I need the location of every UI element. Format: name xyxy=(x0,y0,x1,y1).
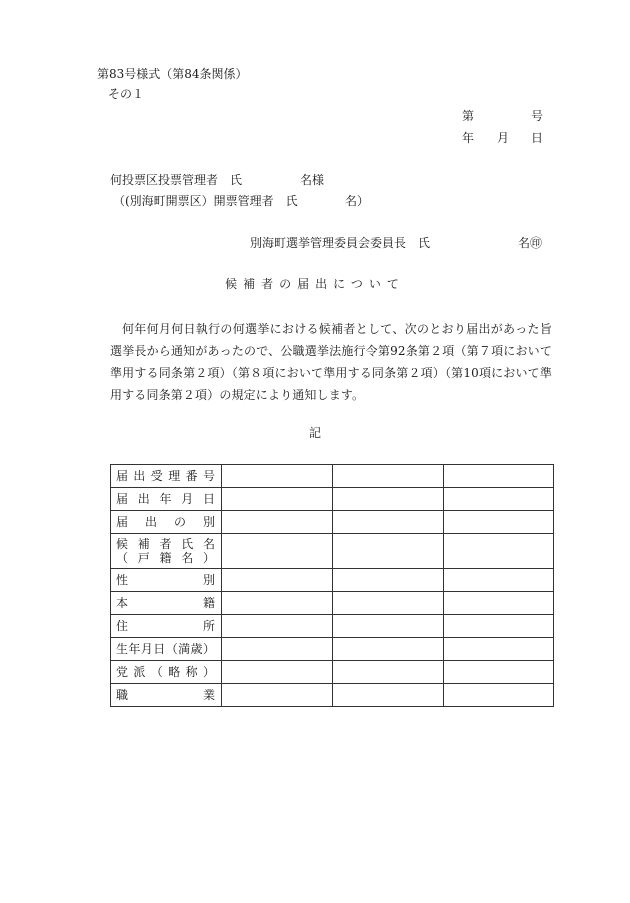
table-row xyxy=(111,684,554,707)
subject-title: 候補者の届出について xyxy=(225,277,405,291)
row-label-birth-date: 生年月日（満歳） xyxy=(111,638,222,661)
table-row xyxy=(111,569,554,592)
addressee-line-2-text: （(別海町開票区）開票管理者 氏 xyxy=(113,194,298,208)
row-label-registered-domicile: 本籍 xyxy=(111,592,222,615)
row-label-party: 党派（略称） xyxy=(111,661,222,684)
row-label-address: 住所 xyxy=(111,615,222,638)
row-label-filing-date: 届出年月日 xyxy=(111,488,222,511)
table-cell[interactable] xyxy=(222,615,333,638)
table-cell[interactable] xyxy=(222,592,333,615)
table-cell[interactable] xyxy=(333,684,444,707)
table-row xyxy=(111,615,554,638)
sender-seal: 名㊞ xyxy=(518,236,543,250)
row-label-gender: 性別 xyxy=(111,569,222,592)
table-cell[interactable] xyxy=(444,465,554,488)
addressee-honorific: 名様 xyxy=(300,173,325,187)
row-label-filing-type: 届出の別 xyxy=(111,511,222,534)
table-cell[interactable] xyxy=(333,638,444,661)
table-row xyxy=(111,488,554,511)
table-row xyxy=(111,638,554,661)
addressee-line-1-text: 何投票区投票管理者 氏 xyxy=(110,173,243,187)
table-cell[interactable] xyxy=(222,638,333,661)
table-cell[interactable] xyxy=(333,488,444,511)
table-cell[interactable] xyxy=(333,661,444,684)
table-cell[interactable] xyxy=(333,511,444,534)
table-cell[interactable] xyxy=(222,511,333,534)
table-cell[interactable] xyxy=(444,661,554,684)
table-cell[interactable] xyxy=(333,592,444,615)
family-register-name-label: （戸籍名） xyxy=(116,551,215,565)
row-label-candidate-name xyxy=(111,534,222,569)
table-cell[interactable] xyxy=(444,638,554,661)
addressee-line-2-tail: 名） xyxy=(345,194,370,208)
addressee-line-1 xyxy=(110,172,325,188)
table-row xyxy=(111,661,554,684)
table-row xyxy=(111,534,554,569)
table-row xyxy=(111,511,554,534)
table-row xyxy=(111,465,554,488)
entries-table xyxy=(110,464,554,707)
table-cell[interactable] xyxy=(333,569,444,592)
table-cell[interactable] xyxy=(444,511,554,534)
table-cell[interactable] xyxy=(444,569,554,592)
part-label: その１ xyxy=(108,87,145,101)
table-cell[interactable] xyxy=(444,684,554,707)
document-number-label: 第 xyxy=(462,109,475,123)
document-number-suffix: 号 xyxy=(531,109,544,123)
date-month-label: 月 xyxy=(497,131,510,145)
table-cell[interactable] xyxy=(222,661,333,684)
body-paragraph: 何年何月何日執行の何選挙における候補者として、次のとおり届出があった旨選挙長から通知があったので、公職選挙法施行令第92条第２項（第７項において準用する同条第２項）（第８項において準用する同条第２項）（第10項において準用する同条第２項）の規定により通知します。 xyxy=(110,322,552,402)
table-cell[interactable] xyxy=(222,684,333,707)
date-year-label: 年 xyxy=(462,131,475,145)
table-cell[interactable] xyxy=(222,488,333,511)
table-cell[interactable] xyxy=(444,488,554,511)
table-cell[interactable] xyxy=(333,465,444,488)
table-cell[interactable] xyxy=(333,615,444,638)
table-cell[interactable] xyxy=(222,465,333,488)
table-cell[interactable] xyxy=(222,534,333,569)
candidate-name-label: 候補者氏名 xyxy=(116,537,215,551)
addressee-line-2 xyxy=(113,193,370,209)
table-cell[interactable] xyxy=(444,592,554,615)
table-cell[interactable] xyxy=(444,534,554,569)
table-cell[interactable] xyxy=(333,534,444,569)
row-label-occupation: 職業 xyxy=(111,684,222,707)
date-day-label: 日 xyxy=(531,131,544,145)
form-number: 第83号様式（第84条関係） xyxy=(97,67,248,81)
row-label-receipt-number: 届出受理番号 xyxy=(111,465,222,488)
table-cell[interactable] xyxy=(444,615,554,638)
ki-heading: 記 xyxy=(308,426,321,440)
sender-title: 別海町選挙管理委員会委員長 氏 xyxy=(250,236,431,250)
table-row xyxy=(111,592,554,615)
table-cell[interactable] xyxy=(222,569,333,592)
sender-line xyxy=(250,235,543,251)
